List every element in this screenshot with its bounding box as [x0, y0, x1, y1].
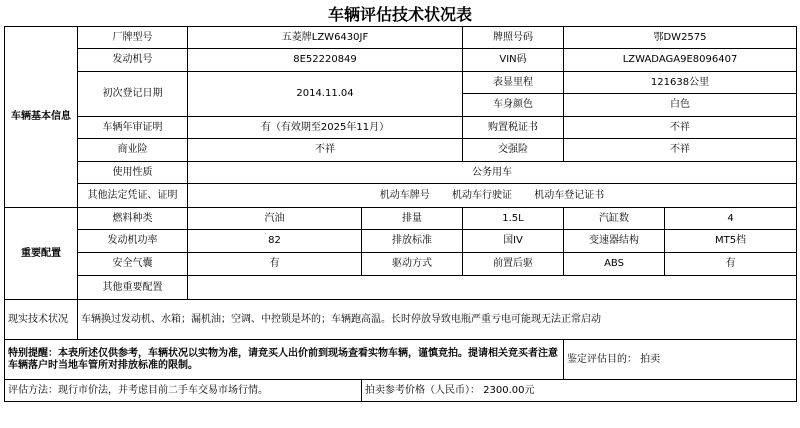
inspection-value: 有（有效期至2025年11月）: [188, 117, 463, 139]
table-row: [5, 162, 797, 184]
cylinders-value: 4: [665, 208, 797, 230]
fuel-value: 汽油: [188, 208, 362, 230]
special-notice: 特别提醒：本表所述仅供参考，车辆状况以实物为准，请竞买人出价前到现场查看实物车辆，谨慎竞拍。提请相关竞买者注意车辆落户时当地车管所对排放标准的限制。: [5, 340, 564, 380]
abs-label: ABS: [564, 253, 665, 276]
abs-value: 有: [665, 253, 797, 276]
usage-value: 公务用车: [188, 162, 797, 184]
engine-no-label: 发动机号: [78, 49, 188, 72]
assessment-method: 评估方法：现行市价法，并考虑目前二手车交易市场行情。: [5, 380, 362, 402]
power-label: 发动机功率: [78, 230, 188, 253]
commercial-ins-value: 不祥: [188, 139, 463, 162]
table-row: [5, 117, 797, 139]
brand-model-label: 厂牌型号: [78, 27, 188, 49]
section-config: 重要配置: [5, 208, 78, 300]
other-config-label: 其他重要配置: [78, 276, 188, 300]
other-docs-value: [188, 184, 797, 208]
table-row: [5, 27, 797, 49]
table-row: [5, 276, 797, 300]
other-docs-item: 机动车登记证书: [534, 189, 605, 201]
transmission-label: 变速器结构: [564, 230, 665, 253]
brand-model-value: 五菱牌LZW6430JF: [188, 27, 463, 49]
condition-value: 车辆换过发动机、水箱；漏机油；空调、中控锁是坏的；车辆跑高温。长时停放导致电瓶严重亏电可能现无法正常启动: [78, 300, 797, 340]
inspection-label: 车辆年审证明: [78, 117, 188, 139]
table-row: [5, 49, 797, 72]
cylinders-label: 汽缸数: [564, 208, 665, 230]
table-row: [5, 208, 797, 230]
airbag-label: 安全气囊: [78, 253, 188, 276]
other-docs-label: 其他法定凭证、证明: [78, 184, 188, 208]
plate-value: 鄂DW2575: [564, 27, 797, 49]
table-row: [5, 184, 797, 208]
purchase-tax-label: 购置税证书: [463, 117, 564, 139]
table-row: [5, 300, 797, 340]
section-basic-info: 车辆基本信息: [5, 27, 78, 208]
other-docs-item: 机动车牌号: [379, 189, 430, 201]
mileage-value: 121638公里: [564, 72, 797, 94]
emission-value: 国IV: [463, 230, 564, 253]
color-value: 白色: [564, 94, 797, 117]
vehicle-assessment-table: [4, 26, 797, 402]
fuel-label: 燃料种类: [78, 208, 188, 230]
plate-label: 牌照号码: [463, 27, 564, 49]
mileage-label: 表显里程: [463, 72, 564, 94]
other-config-value: [188, 276, 797, 300]
usage-label: 使用性质: [78, 162, 188, 184]
reference-price: 拍卖参考价格（人民币）： 2300.00元: [362, 380, 797, 402]
assessment-purpose: 鉴定评估目的： 拍卖: [564, 340, 797, 380]
displacement-label: 排量: [362, 208, 463, 230]
emission-label: 排放标准: [362, 230, 463, 253]
engine-no-value: 8E52220849: [188, 49, 463, 72]
table-row: [5, 340, 797, 380]
purchase-tax-value: 不祥: [564, 117, 797, 139]
first-reg-label: 初次登记日期: [78, 72, 188, 117]
compulsory-ins-value: 不祥: [564, 139, 797, 162]
transmission-value: MT5档: [665, 230, 797, 253]
table-row: [5, 253, 797, 276]
displacement-value: 1.5L: [463, 208, 564, 230]
vin-label: VIN码: [463, 49, 564, 72]
first-reg-value: 2014.11.04: [188, 72, 463, 117]
drive-value: 前置后驱: [463, 253, 564, 276]
vin-value: LZWADAGA9E8096407: [564, 49, 797, 72]
power-value: 82: [188, 230, 362, 253]
table-row: [5, 380, 797, 402]
drive-label: 驱动方式: [362, 253, 463, 276]
commercial-ins-label: 商业险: [78, 139, 188, 162]
page-title: 车辆评估技术状况表: [327, 5, 472, 24]
condition-label: 现实技术状况: [5, 300, 78, 340]
compulsory-ins-label: 交强险: [463, 139, 564, 162]
other-docs-item: 机动车行驶证: [452, 189, 512, 201]
table-row: [5, 72, 797, 94]
table-row: [5, 139, 797, 162]
color-label: 车身颜色: [463, 94, 564, 117]
airbag-value: 有: [188, 253, 362, 276]
table-row: [5, 230, 797, 253]
